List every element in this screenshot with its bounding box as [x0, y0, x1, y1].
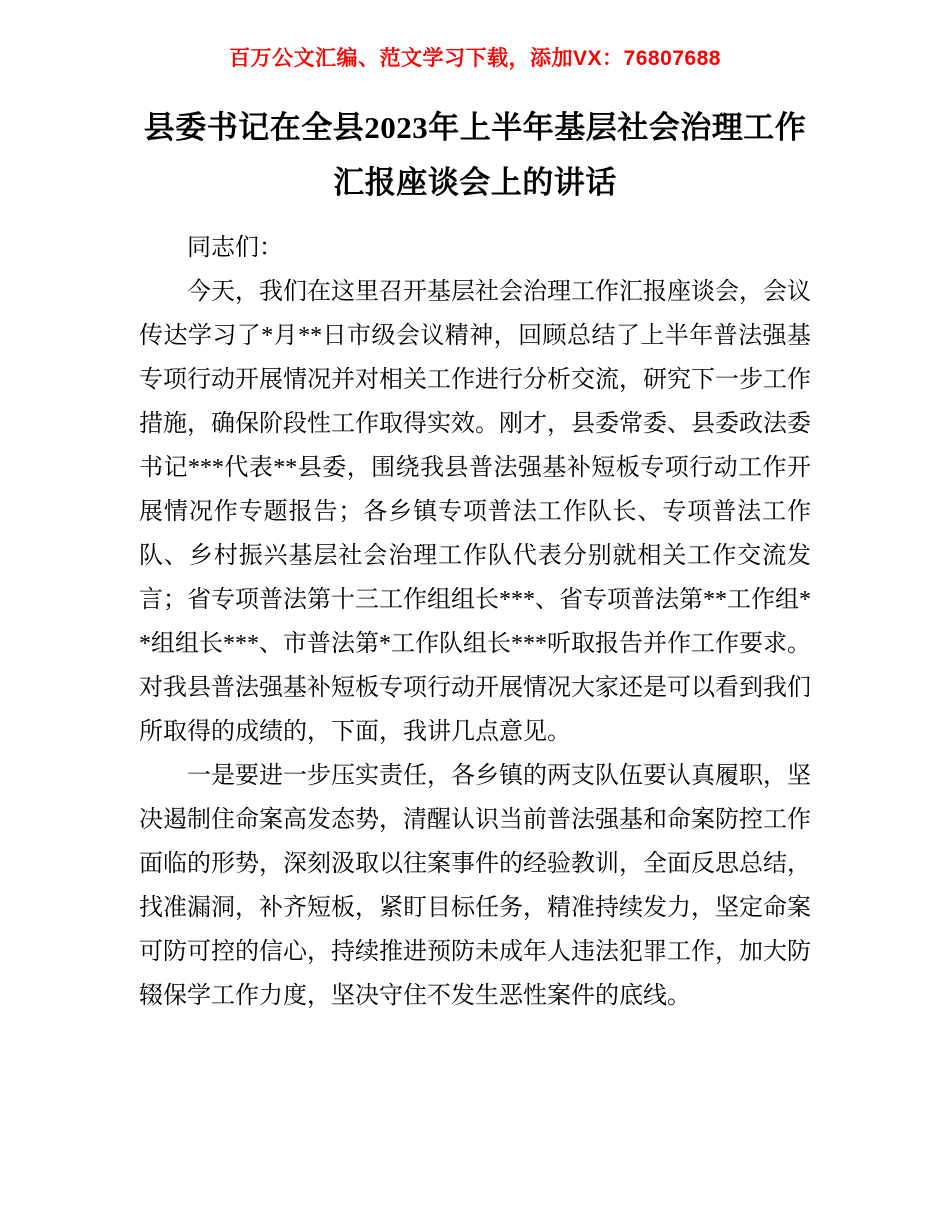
salutation: 同志们： — [187, 235, 283, 261]
header-notice: 百万公文汇编、范文学习下载，添加VX：76807688 — [229, 47, 721, 70]
paragraph-1: 今天，我们在这里召开基层社会治理工作汇报座谈会，会议传达学习了*月**日市级会议精神，回顾总结了上半年普法强基专项行动开展情况并对相关工作进行分析交流，研究下一步工作措施，确保阶段性工作取得实效。刚才，县委常委、县委政法委书记***代表**县委，围绕我县普法强基补短板专项行动工作开展情况作专题报告；各乡镇专项普法工作队长、专项普法工作队、乡村振兴基层社会治理工作队代表分别就相关工作交流发言；省专项普法第十三工作组组长***、省专项普法第**工作组**组组长***、市普法第*工作队组长***听取报告并作工作要求。对我县普法强基补短板专项行动开展情况大家还是可以看到我们所取得的成绩的，下面，我讲几点意见。 — [139, 279, 811, 745]
document-title: 县委书记在全县2023年上半年基层社会治理工作汇报座谈会上的讲话 — [143, 110, 807, 200]
paragraph-2: 一是要进一步压实责任，各乡镇的两支队伍要认真履职，坚决遏制住命案高发态势，清醒认识当前普法强基和命案防控工作面临的形势，深刻汲取以往案事件的经验教训，全面反思总结，找准漏洞，补齐短板，紧盯目标任务，精准持续发力，坚定命案可防可控的信心，持续推进预防未成年人违法犯罪工作，加大防辍保学工作力度，坚决守住不发生恶性案件的底线。 — [139, 763, 811, 1009]
document-body — [139, 210, 811, 1018]
